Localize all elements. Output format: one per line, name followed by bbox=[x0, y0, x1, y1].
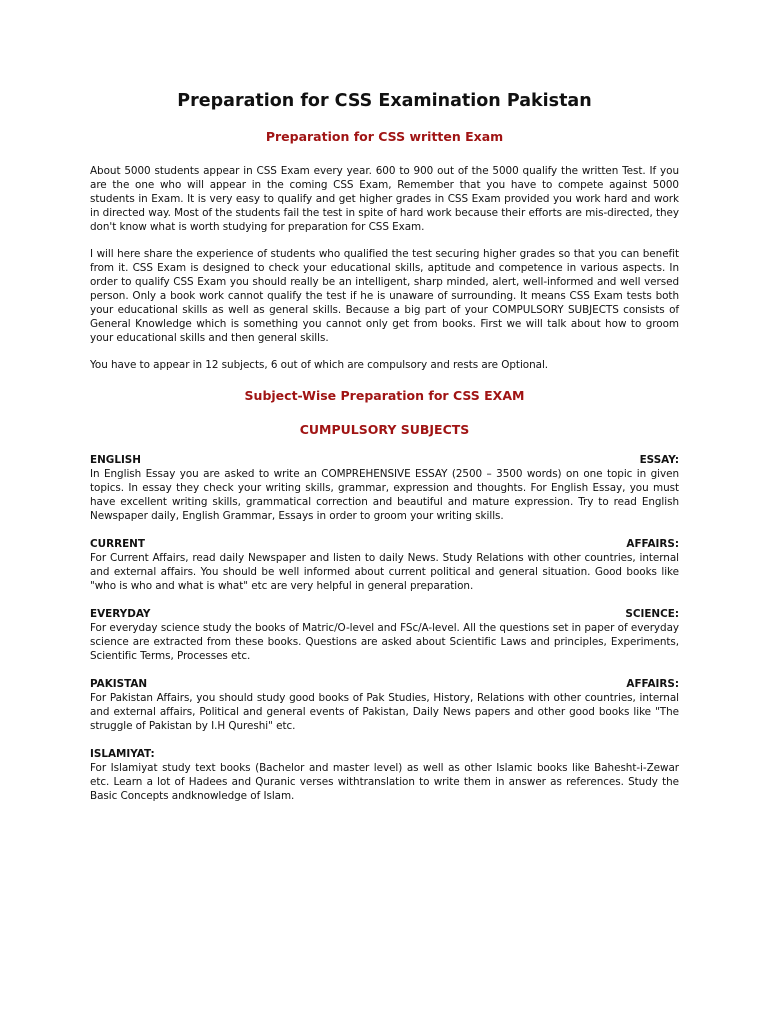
subject-pakistan-affairs bbox=[90, 677, 679, 733]
subject-current-affairs bbox=[90, 537, 679, 593]
document-page bbox=[90, 88, 679, 803]
compulsory-subjects-heading: CUMPULSORY SUBJECTS bbox=[299, 422, 470, 437]
experience-paragraph: I will here share the experience of students who qualified the test securing higher grades so that you can benefit from it. CSS Exam is designed to check your educational skills, aptitude and competence in various aspects. In order to qualify CSS Exam you should really be an intelligent, sharp minded, alert, well-informed and well versed person. Only a book work cannot qualify the test if he is unaware of surrounding. It means CSS Exam tests both your educational skills as well as general skills. Because a big part of your COMPULSORY SUBJECTS consists of General Knowledge which is something you cannot only get from books. First we will talk about how to groom your educational skills and then general skills. bbox=[90, 248, 679, 344]
subject-heading-left: CURRENT bbox=[90, 538, 145, 550]
subject-description: For Pakistan Affairs, you should study good books of Pak Studies, History, Relations with other countries, internal and external affairs, Political and general events of Pakistan, Daily News papers and other good books like "The struggle of Pakistan by I.H Qureshi" etc. bbox=[90, 692, 679, 732]
subject-heading-right: SCIENCE: bbox=[625, 608, 679, 620]
written-exam-heading: Preparation for CSS written Exam bbox=[265, 129, 504, 144]
subject-heading bbox=[90, 747, 679, 761]
subject-heading bbox=[90, 607, 679, 621]
subject-heading-right: AFFAIRS: bbox=[626, 678, 679, 690]
subject-heading-left: PAKISTAN bbox=[90, 678, 148, 690]
subject-heading-left: ENGLISH bbox=[90, 454, 141, 466]
subject-english bbox=[90, 453, 679, 523]
subject-description: For Current Affairs, read daily Newspaper and listen to daily News. Study Relations with other countries, internal and external affairs. You should be well informed about current political and general situation. Good books like "who is who and what is what" etc are very helpful in general preparation. bbox=[90, 552, 679, 592]
subject-islamiyat bbox=[90, 747, 679, 803]
subjectwise-heading: Subject-Wise Preparation for CSS EXAM bbox=[244, 388, 525, 403]
intro-paragraph: About 5000 students appear in CSS Exam every year. 600 to 900 out of the 5000 qualify the written Test. If you are the one who will appear in the coming CSS Exam, Remember that you have to compete against 5000 students in Exam. It is very easy to qualify and get higher grades in CSS Exam provided you work hard and work in directed way. Most of the students fail the test in spite of hard work because their efforts are mis-directed, they don't know what is worth studying for preparation for CSS Exam. bbox=[90, 165, 679, 233]
subject-description: For everyday science study the books of Matric/O-level and FSc/A-level. All the questions set in paper of everyday science are extracted from these books. Questions are asked about Scientific Laws and principles, Experiments, Scientific Terms, Processes etc. bbox=[90, 622, 679, 662]
subject-heading-right: ESSAY: bbox=[639, 454, 679, 466]
subject-heading-right: AFFAIRS: bbox=[626, 538, 679, 550]
subject-heading-left: ISLAMIYAT: bbox=[90, 748, 155, 760]
subject-heading bbox=[90, 537, 679, 551]
subject-heading bbox=[90, 453, 679, 467]
subject-everyday-science bbox=[90, 607, 679, 663]
subject-description: For Islamiyat study text books (Bachelor and master level) as well as other Islamic books like Bahesht-i-Zewar etc. Learn a lot of Hadees and Quranic verses withtranslation to write them in answer as references. Study the Basic Concepts andknowledge of Islam. bbox=[90, 762, 679, 802]
subject-heading bbox=[90, 677, 679, 691]
subjects-count-paragraph: You have to appear in 12 subjects, 6 out of which are compulsory and rests are Optional. bbox=[90, 359, 549, 371]
subject-heading-left: EVERYDAY bbox=[90, 608, 151, 620]
document-title: Preparation for CSS Examination Pakistan bbox=[177, 91, 592, 111]
subject-description: In English Essay you are asked to write an COMPREHENSIVE ESSAY (2500 – 3500 words) on one topic in given topics. In essay they check your writing skills, grammar, expression and thoughts. For English Essay, you must have excellent writing skills, grammatical correction and beautiful and mature expression. Try to read English Newspaper daily, English Grammar, Essays in order to groom your writing skills. bbox=[90, 468, 679, 522]
